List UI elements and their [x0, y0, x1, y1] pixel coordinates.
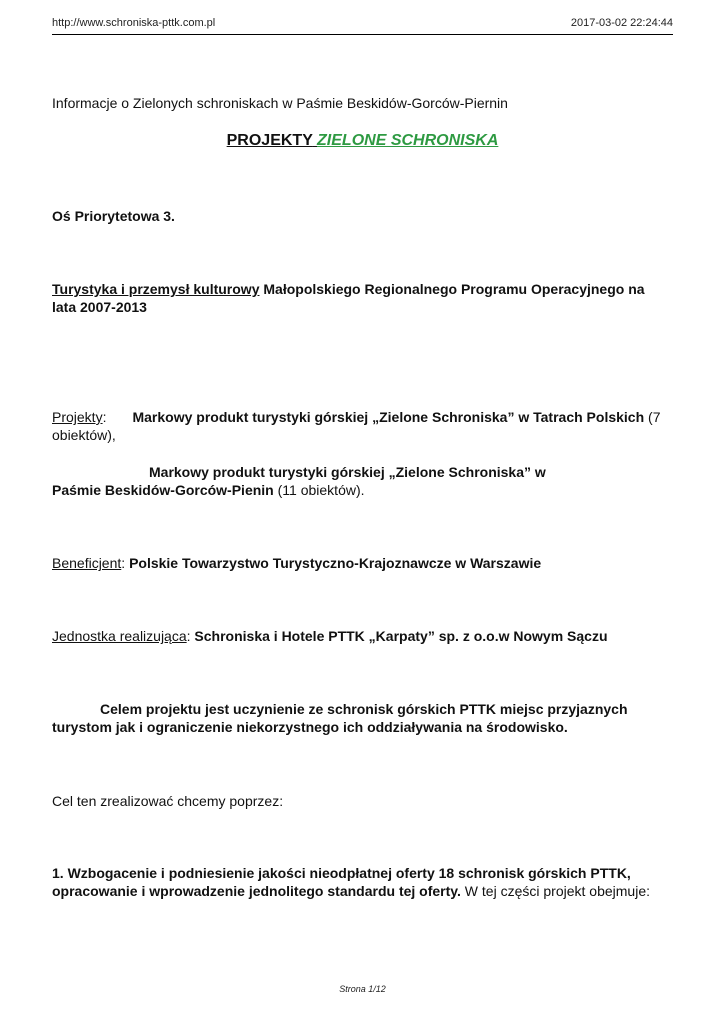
- point-1-paragraph: [52, 864, 672, 900]
- axis-heading: Oś Priorytetowa 3.: [52, 208, 175, 224]
- beneficiary-colon: :: [121, 555, 130, 571]
- unit-value: Schroniska i Hotele PTTK „Karpaty” sp. z o.o.w Nowym Sączu: [194, 628, 608, 644]
- projects-label: Projekty: [52, 409, 103, 425]
- program-underlined: Turystyka i przemysł kulturowy: [52, 281, 260, 297]
- intro-text: Informacje o Zielonych schroniskach w Paśmie Beskidów-Gorców-Piernin: [52, 95, 508, 111]
- unit-paragraph: [52, 627, 672, 645]
- page-title: [0, 132, 725, 150]
- beneficiary-value: Polskie Towarzystwo Turystyczno-Krajoznawcze w Warszawie: [129, 555, 542, 571]
- title-prefix: PROJEKTY: [226, 132, 313, 149]
- project-1-count: (7 obiektów),: [52, 409, 661, 443]
- page-footer: Strona 1/12: [339, 984, 386, 994]
- header-rule: [52, 34, 673, 35]
- goal-paragraph: Celem projektu jest uczynienie ze schronisk górskich PTTK miejsc przyjaznych turystom jak i ograniczenie niekorzystnego ich oddziaływania na środowisko.: [52, 701, 628, 735]
- point-1-rest: W tej części projekt obejmuje:: [460, 883, 650, 899]
- unit-colon: :: [186, 628, 195, 644]
- unit-label: Jednostka realizująca: [52, 628, 187, 644]
- projects-paragraph: [52, 408, 672, 444]
- program-text: [52, 280, 672, 316]
- project-2-paragraph: [52, 463, 672, 499]
- program-rest: Małopolskiego Regionalnego Programu Operacyjnego na lata 2007-2013: [52, 281, 645, 315]
- beneficiary-paragraph: [52, 554, 672, 572]
- point-1-bold: 1. Wzbogacenie i podniesienie jakości nieodpłatnej oferty 18 schronisk górskich PTTK, opracowanie i wprowadzenie jednolitego standardu tej oferty.: [52, 865, 631, 899]
- page-url[interactable]: http://www.schroniska-pttk.com.pl: [52, 17, 216, 29]
- project-1-name: Markowy produkt turystyki górskiej „Zielone Schroniska” w Tatrach Polskich: [132, 409, 645, 425]
- beneficiary-label: Beneficjent: [52, 555, 122, 571]
- project-2-name-line2: Paśmie Beskidów-Gorców-Pienin: [52, 482, 274, 498]
- project-2-count: (11 obiektów).: [273, 482, 365, 498]
- projects-colon: :: [102, 409, 107, 425]
- title-highlight: ZIELONE SCHRONISKA: [317, 132, 499, 149]
- print-datetime: 2017-03-02 22:24:44: [570, 17, 673, 29]
- means-paragraph: Cel ten zrealizować chcemy poprzez:: [52, 793, 284, 809]
- project-2-name-line1: Markowy produkt turystyki górskiej „Zielone Schroniska” w: [149, 464, 546, 480]
